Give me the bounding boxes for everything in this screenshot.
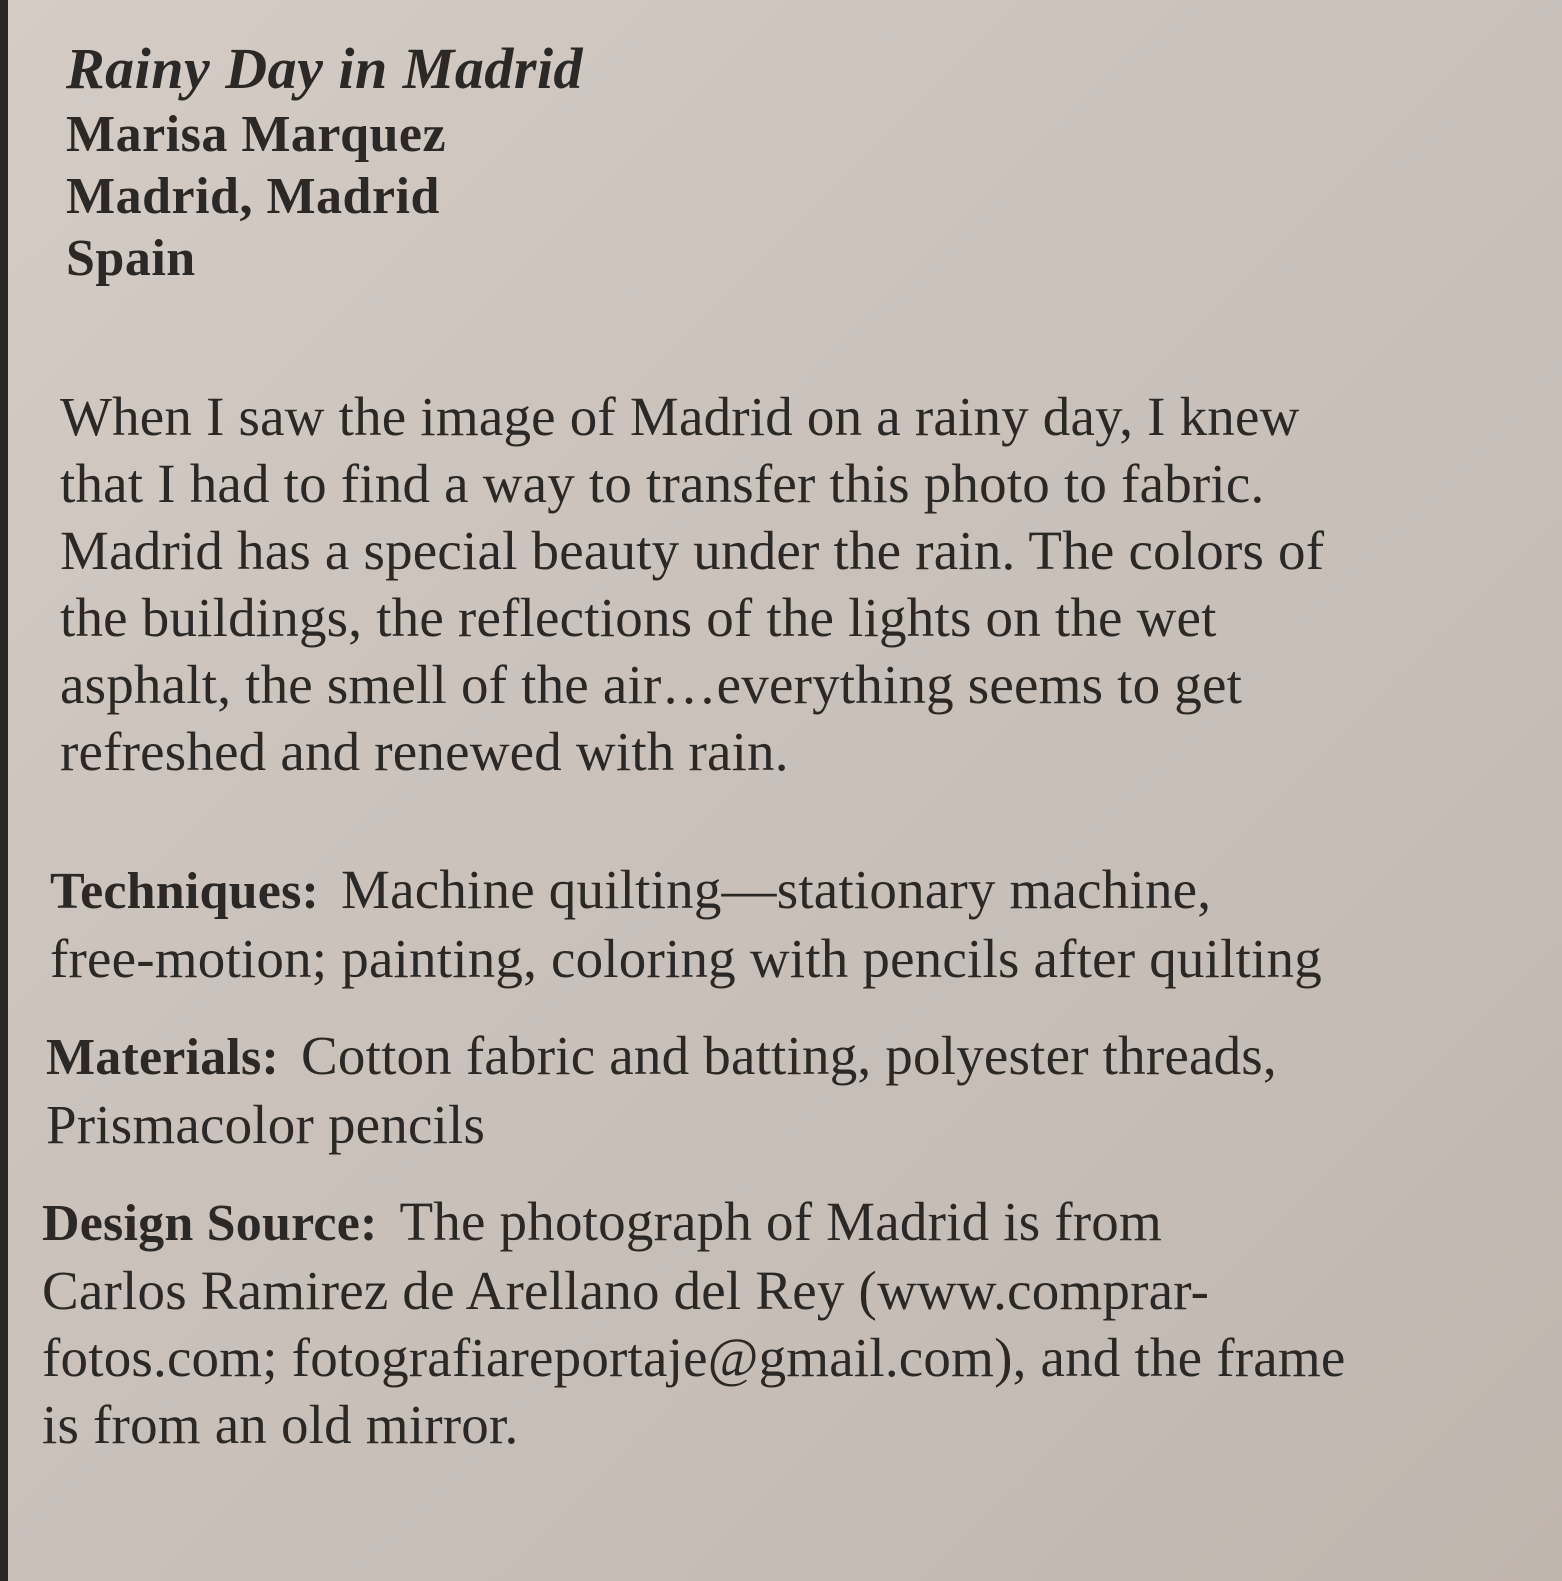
- statement-line: When I saw the image of Madrid on a rainy day, I knew: [60, 386, 1300, 447]
- design-source-line: fotos.com; fotografiareportaje@gmail.com), and the frame: [42, 1327, 1346, 1388]
- statement-line: asphalt, the smell of the air…everything seems to get: [60, 654, 1243, 715]
- techniques-text: Machine quilting—stationary machine,: [341, 859, 1212, 920]
- artist-name: Marisa Marquez: [66, 106, 447, 163]
- materials-text: Cotton fabric and batting, polyester threads,: [301, 1025, 1277, 1086]
- artist-statement: [60, 383, 1530, 785]
- design-source-line: is from an old mirror.: [42, 1394, 519, 1455]
- materials-section: [46, 1022, 1546, 1158]
- materials-line: [46, 1022, 1546, 1091]
- design-source-section: [42, 1188, 1562, 1458]
- techniques-line: [50, 856, 1550, 925]
- design-source-line: [42, 1188, 1562, 1257]
- materials-line: Prismacolor pencils: [46, 1094, 486, 1155]
- design-source-text: The photograph of Madrid is from: [399, 1191, 1162, 1252]
- label-header: [66, 34, 583, 290]
- statement-line: refreshed and renewed with rain.: [60, 721, 789, 782]
- design-source-label: Design Source:: [42, 1195, 378, 1252]
- artist-city: Madrid, Madrid: [66, 168, 440, 225]
- artwork-title: Rainy Day in Madrid: [66, 36, 584, 101]
- materials-label: Materials:: [46, 1029, 280, 1086]
- artwork-label-card: [8, 0, 1562, 1581]
- statement-line: that I had to find a way to transfer this photo to fabric.: [60, 453, 1265, 514]
- statement-line: Madrid has a special beauty under the rain. The colors of: [60, 520, 1325, 581]
- artist-country: Spain: [66, 230, 196, 287]
- techniques-line: free-motion; painting, coloring with pencils after quilting: [50, 928, 1322, 989]
- statement-line: the buildings, the reflections of the lights on the wet: [60, 587, 1217, 648]
- design-source-line: Carlos Ramirez de Arellano del Rey (www.comprar-: [42, 1260, 1210, 1321]
- techniques-section: [50, 856, 1550, 992]
- techniques-label: Techniques:: [50, 863, 320, 920]
